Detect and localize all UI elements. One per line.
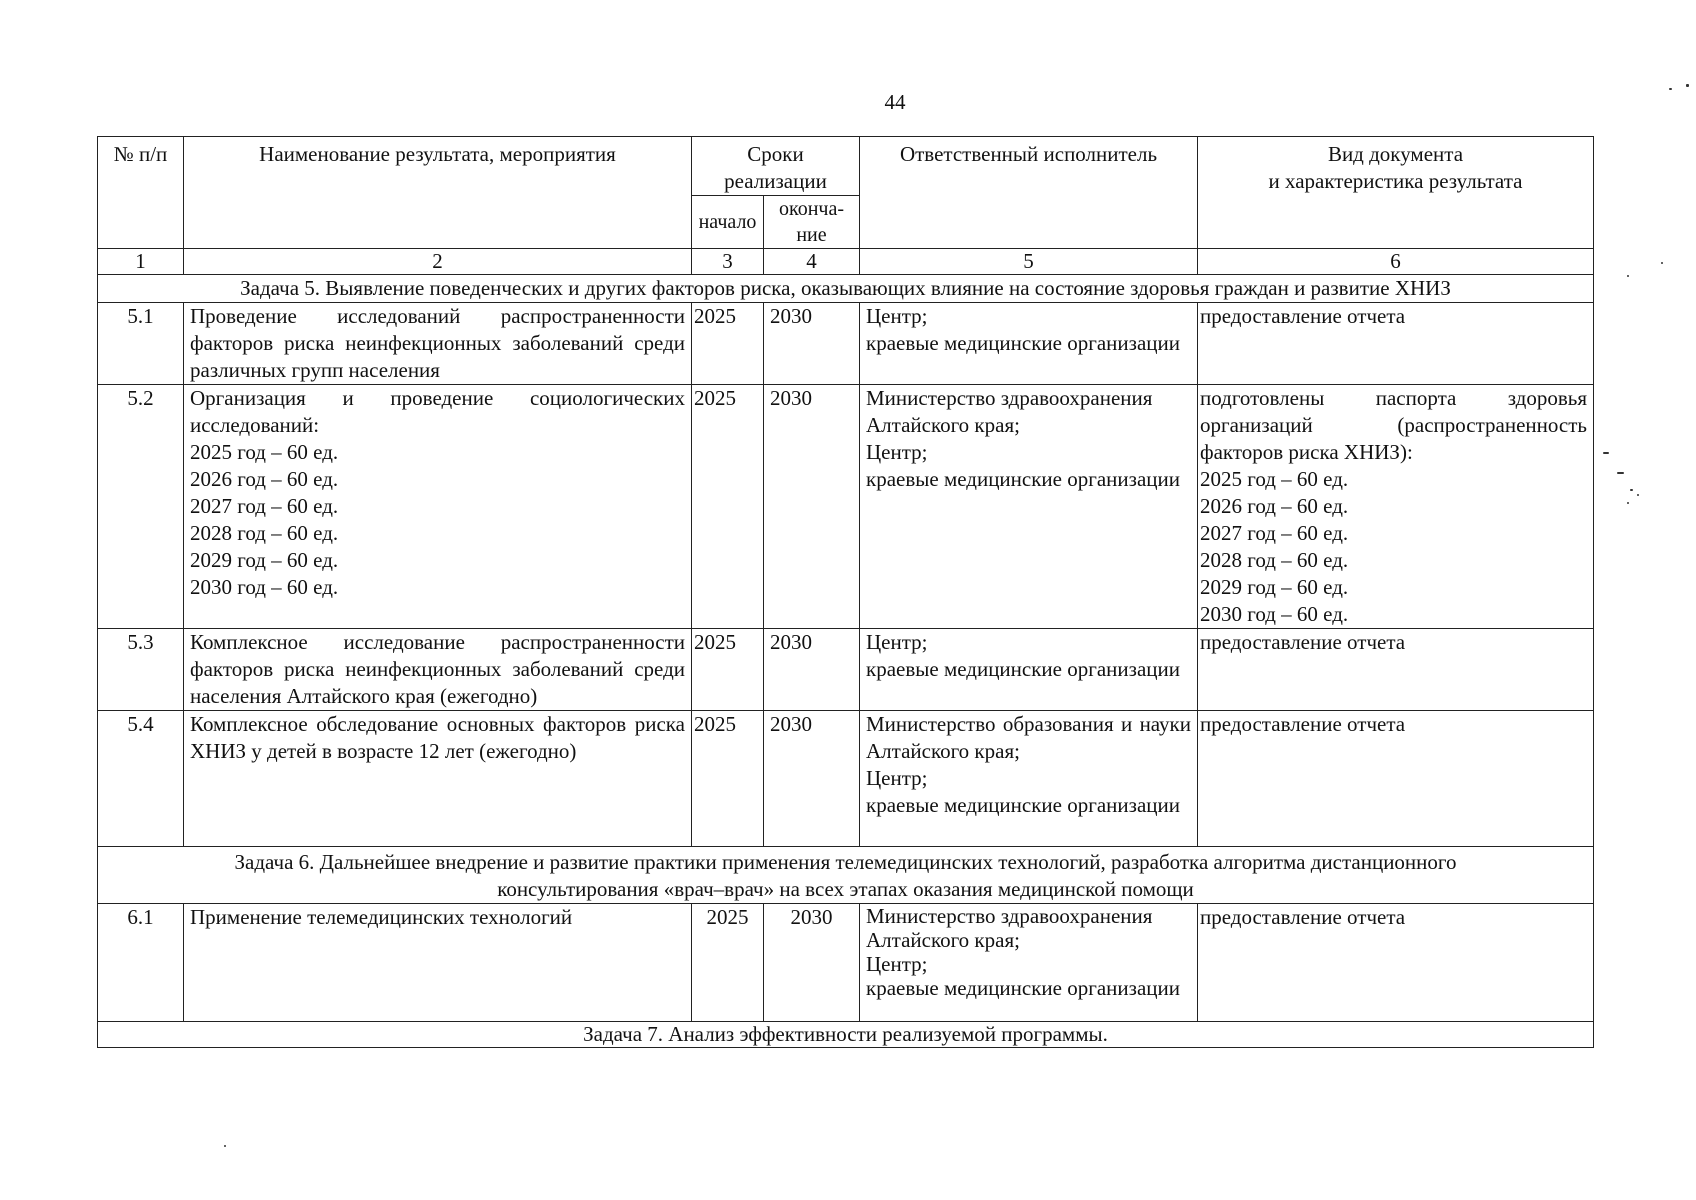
task-5-title: Задача 5. Выявление поведенческих и других факторов риска, оказывающих влияние на состояние здоровья граждан и развитие ХНИЗ bbox=[98, 275, 1594, 303]
row-6-1-responsible-line2: Центр; bbox=[866, 952, 928, 976]
program-activities-table bbox=[97, 136, 1594, 1048]
task-7-row bbox=[98, 1022, 1594, 1048]
row-5-1-end: 2030 bbox=[764, 303, 860, 385]
row-6-1-responsible-line1: Министерство здравоохранения Алтайского края; bbox=[866, 904, 1153, 952]
row-5-2-year-2030: 2030 год – 60 ед. bbox=[190, 575, 339, 599]
table-row bbox=[98, 303, 1594, 385]
row-5-3-name: Комплексное исследование распространенности факторов риска неинфекционных заболеваний среди населения Алтайского края (ежегодно) bbox=[184, 629, 692, 711]
row-5-3-responsible bbox=[860, 629, 1198, 711]
row-6-1-responsible-line3: краевые медицинские организации bbox=[866, 976, 1180, 1000]
column-number-4: 4 bbox=[764, 249, 860, 275]
header-start: начало bbox=[692, 196, 764, 249]
row-5-4-end: 2030 bbox=[764, 711, 860, 847]
row-5-1-number: 5.1 bbox=[98, 303, 184, 385]
row-5-2-document-intro: подготовлены паспорта здоровья организаций (распространенность факторов риска ХНИЗ): bbox=[1200, 386, 1587, 464]
row-6-1-name: Применение телемедицинских технологий bbox=[184, 904, 692, 1022]
table-row bbox=[98, 629, 1594, 711]
row-5-2-year-2027: 2027 год – 60 ед. bbox=[190, 494, 339, 518]
row-6-1-document: предоставление отчета bbox=[1198, 904, 1594, 1022]
row-5-2-name-intro: Организация и проведение социологических исследований: bbox=[190, 386, 685, 437]
row-5-1-responsible bbox=[860, 303, 1198, 385]
row-5-3-end: 2030 bbox=[764, 629, 860, 711]
row-5-2-year-2026: 2026 год – 60 ед. bbox=[190, 467, 339, 491]
row-5-2-responsible-line1: Министерство здравоохранения Алтайского края; bbox=[866, 386, 1153, 437]
row-5-2-responsible bbox=[860, 385, 1198, 629]
row-5-4-start: 2025 bbox=[692, 711, 764, 847]
row-5-4-document: предоставление отчета bbox=[1198, 711, 1594, 847]
row-5-1-start: 2025 bbox=[692, 303, 764, 385]
row-5-2-number: 5.2 bbox=[98, 385, 184, 629]
row-5-1-responsible-line2: краевые медицинские организации bbox=[866, 331, 1180, 355]
table-row bbox=[98, 711, 1594, 847]
row-5-2-doc-year-2026: 2026 год – 60 ед. bbox=[1200, 494, 1349, 518]
scan-speck bbox=[1617, 472, 1624, 474]
row-5-2-doc-year-2028: 2028 год – 60 ед. bbox=[1200, 548, 1349, 572]
row-5-3-responsible-line1: Центр; bbox=[866, 630, 928, 654]
row-5-1-responsible-line1: Центр; bbox=[866, 304, 928, 328]
row-5-2-name bbox=[184, 385, 692, 629]
header-document-line1: Вид документа bbox=[1327, 142, 1464, 166]
header-terms: Сроки реализации bbox=[692, 137, 860, 196]
table-row bbox=[98, 385, 1594, 629]
page-number: 44 bbox=[884, 90, 906, 114]
row-5-3-start: 2025 bbox=[692, 629, 764, 711]
row-5-2-year-2029: 2029 год – 60 ед. bbox=[190, 548, 339, 572]
row-6-1-responsible bbox=[860, 904, 1198, 1022]
row-5-2-doc-year-2027: 2027 год – 60 ед. bbox=[1200, 521, 1349, 545]
column-number-2: 2 bbox=[184, 249, 692, 275]
table-row bbox=[98, 904, 1594, 1022]
scan-speck bbox=[1627, 275, 1629, 277]
row-5-1-document: предоставление отчета bbox=[1198, 303, 1594, 385]
header-number: № п/п bbox=[98, 137, 184, 249]
header-end: оконча-ние bbox=[764, 196, 860, 249]
scan-speck bbox=[1630, 489, 1633, 491]
column-number-5: 5 bbox=[860, 249, 1198, 275]
row-5-2-year-2025: 2025 год – 60 ед. bbox=[190, 440, 339, 464]
row-5-2-start: 2025 bbox=[692, 385, 764, 629]
header-name: Наименование результата, мероприятия bbox=[184, 137, 692, 249]
row-6-1-number: 6.1 bbox=[98, 904, 184, 1022]
scan-speck bbox=[224, 1145, 226, 1147]
row-6-1-start: 2025 bbox=[692, 904, 764, 1022]
header-document bbox=[1198, 137, 1594, 249]
row-5-4-number: 5.4 bbox=[98, 711, 184, 847]
row-5-4-name: Комплексное обследование основных факторов риска ХНИЗ у детей в возрасте 12 лет (ежегодно) bbox=[184, 711, 692, 847]
scan-speck bbox=[1627, 502, 1629, 504]
task-6-title: Задача 6. Дальнейшее внедрение и развитие практики применения телемедицинских технологий, разработка алгоритма дистанционного консультирования «врач–врач» на всех этапах оказания медицинской помощи bbox=[98, 847, 1594, 904]
row-5-2-year-2028: 2028 год – 60 ед. bbox=[190, 521, 339, 545]
header-document-line2: и характеристика результата bbox=[1268, 169, 1523, 193]
scan-speck bbox=[1686, 84, 1689, 87]
row-5-2-responsible-line2: Центр; bbox=[866, 440, 928, 464]
task-7-title: Задача 7. Анализ эффективности реализуемой программы. bbox=[98, 1022, 1594, 1048]
row-5-4-responsible-line2: Центр; bbox=[866, 766, 928, 790]
row-5-4-responsible bbox=[860, 711, 1198, 847]
column-number-6: 6 bbox=[1198, 249, 1594, 275]
column-number-1: 1 bbox=[98, 249, 184, 275]
row-5-3-responsible-line2: краевые медицинские организации bbox=[866, 657, 1180, 681]
row-5-2-doc-year-2030: 2030 год – 60 ед. bbox=[1200, 602, 1349, 626]
row-5-4-responsible-line3: краевые медицинские организации bbox=[866, 793, 1180, 817]
row-5-3-document: предоставление отчета bbox=[1198, 629, 1594, 711]
row-5-2-responsible-line3: краевые медицинские организации bbox=[866, 467, 1180, 491]
header-responsible: Ответственный исполнитель bbox=[860, 137, 1198, 249]
row-5-4-responsible-line1: Министерство образования и науки Алтайского края; bbox=[866, 712, 1191, 763]
row-5-2-end: 2030 bbox=[764, 385, 860, 629]
scan-speck bbox=[1669, 88, 1672, 90]
row-5-2-doc-year-2029: 2029 год – 60 ед. bbox=[1200, 575, 1349, 599]
row-5-1-name: Проведение исследований распространенности факторов риска неинфекционных заболеваний среди различных групп населения bbox=[184, 303, 692, 385]
column-number-3: 3 bbox=[692, 249, 764, 275]
scan-speck bbox=[1661, 262, 1663, 264]
scan-speck bbox=[1603, 452, 1609, 454]
row-5-2-document bbox=[1198, 385, 1594, 629]
task-5-row bbox=[98, 275, 1594, 303]
task-6-row bbox=[98, 847, 1594, 904]
row-5-3-number: 5.3 bbox=[98, 629, 184, 711]
column-numbers-row bbox=[98, 249, 1594, 275]
row-6-1-end: 2030 bbox=[764, 904, 860, 1022]
row-5-2-doc-year-2025: 2025 год – 60 ед. bbox=[1200, 467, 1349, 491]
table-header-row bbox=[98, 137, 1594, 196]
scan-speck bbox=[1637, 494, 1639, 496]
